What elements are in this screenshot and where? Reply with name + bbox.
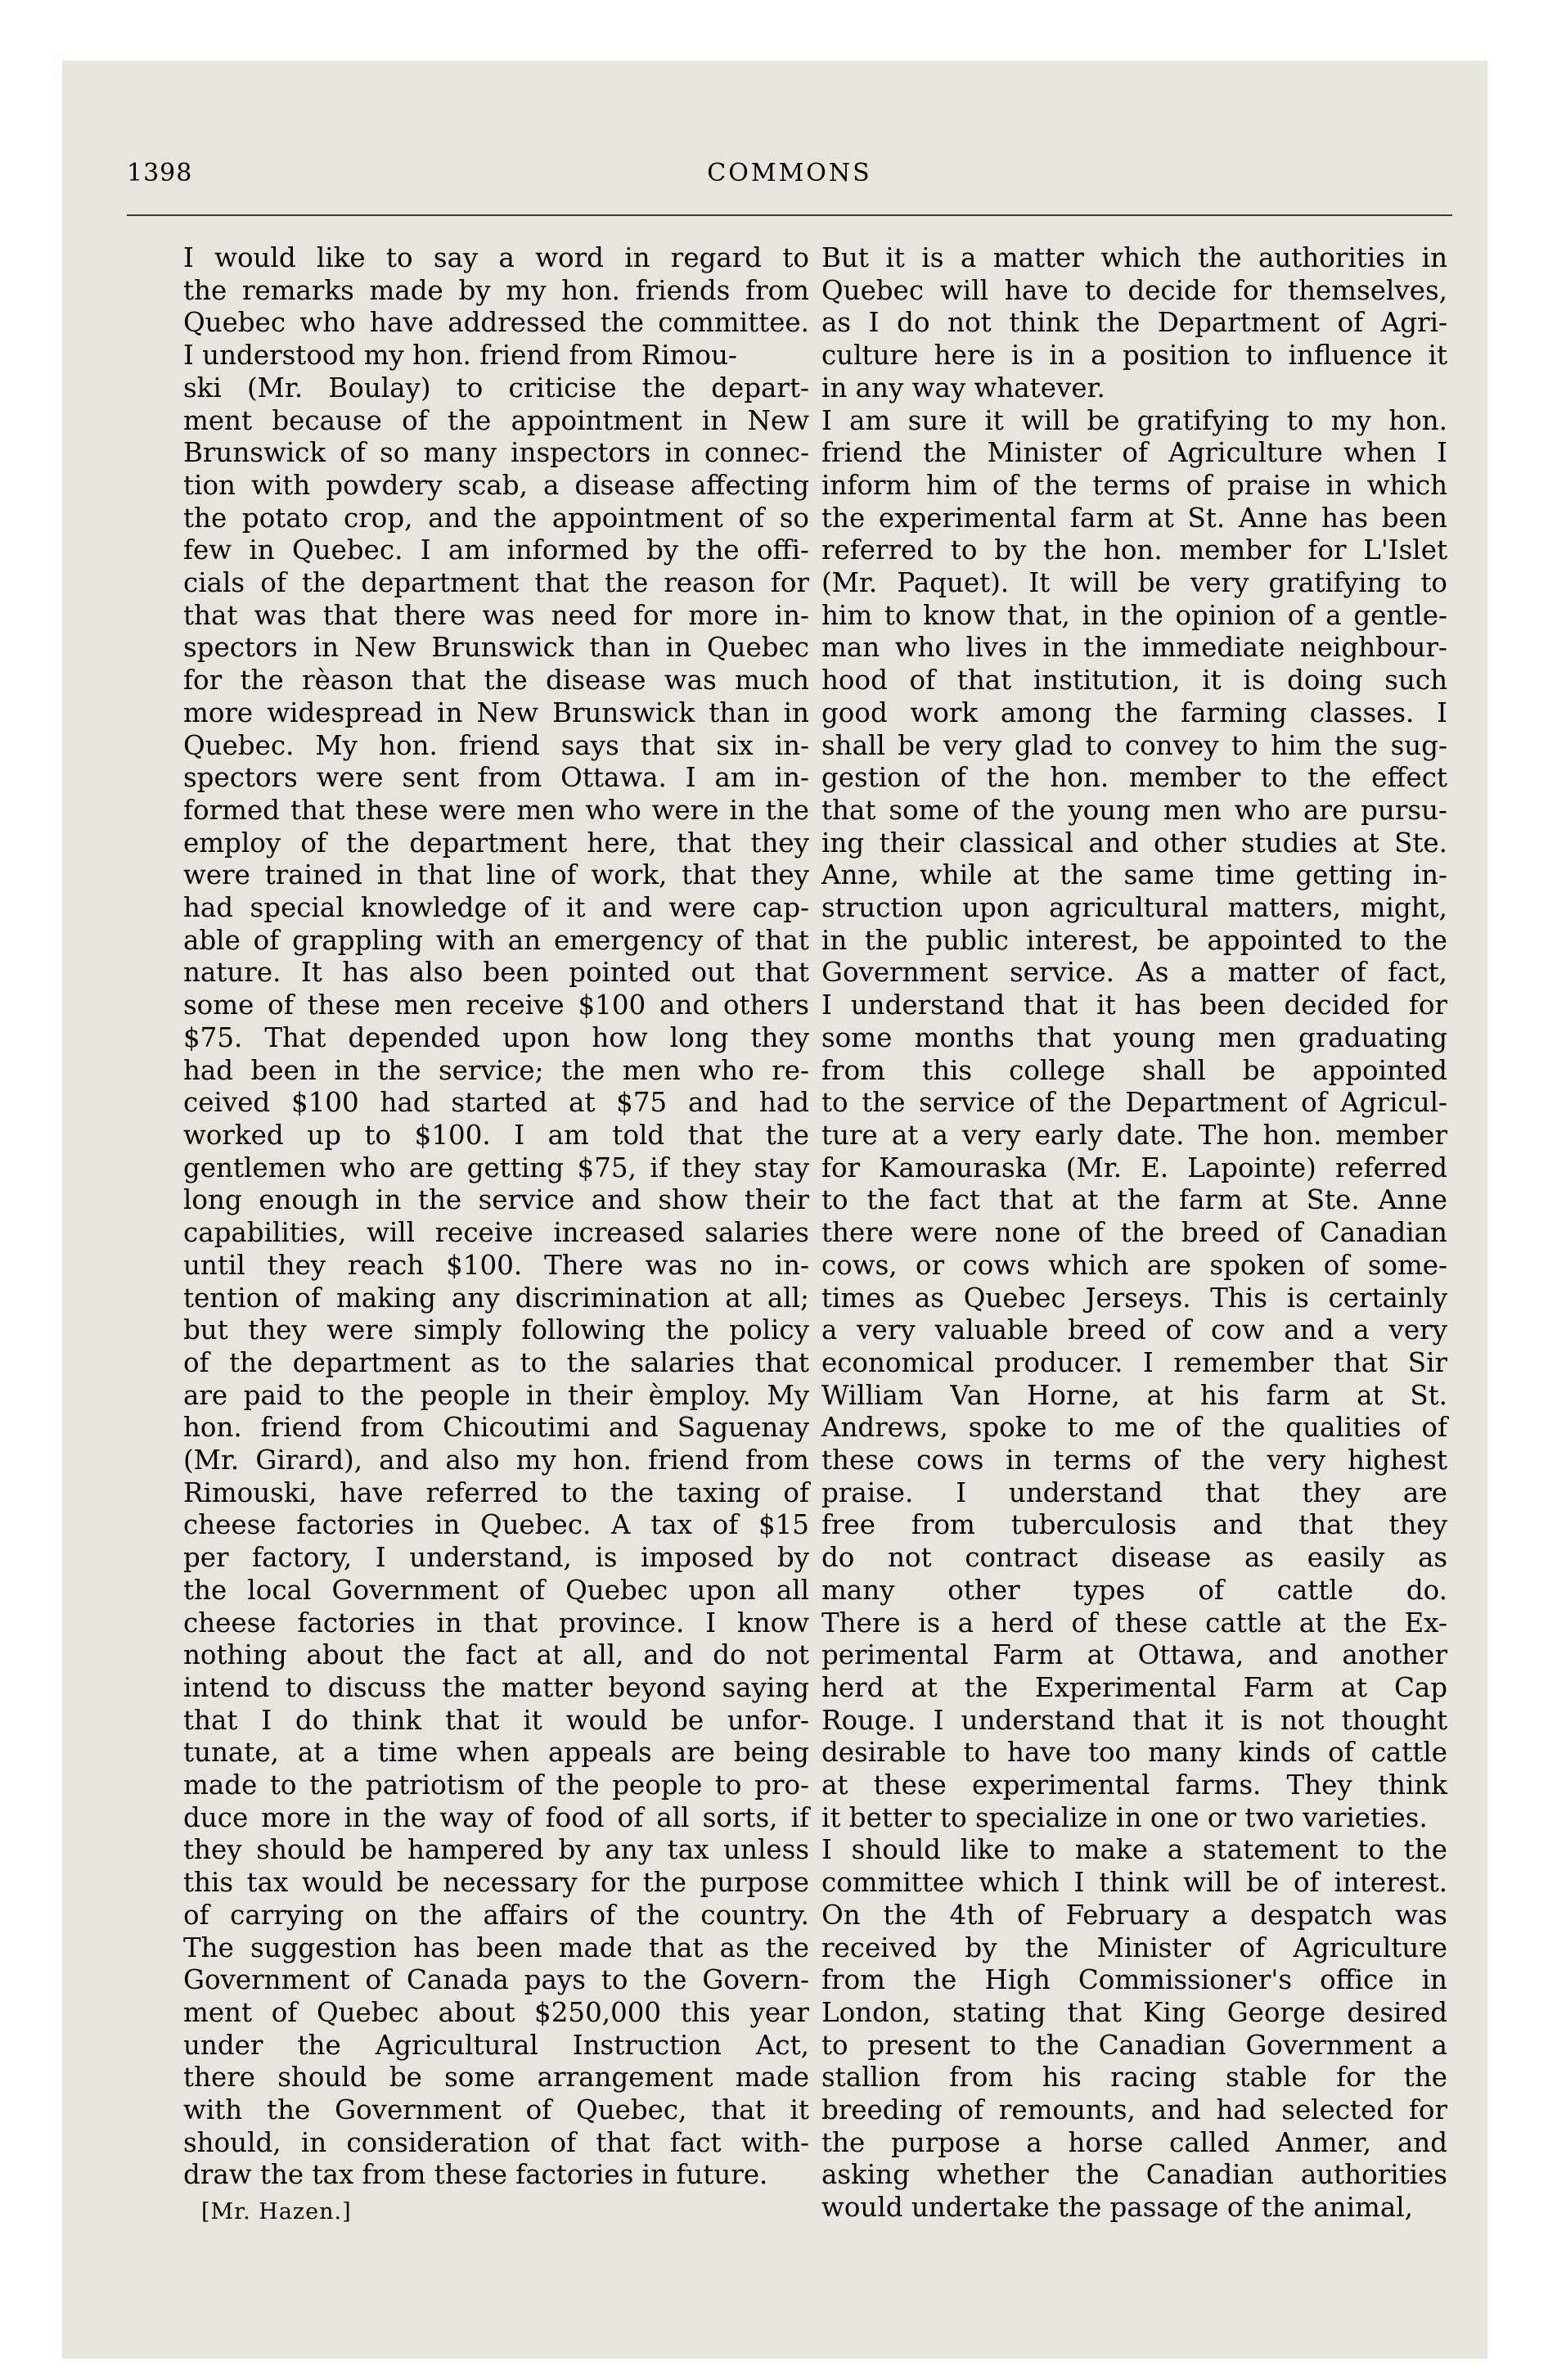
- text-line: nature. It has also been pointed out that: [183, 957, 809, 989]
- text-line: referred to by the hon. member for L'Islet: [821, 534, 1447, 566]
- text-line: that was that there was need for more in-: [183, 599, 809, 631]
- text-line: economical producer. I remember that Sir: [821, 1346, 1447, 1378]
- left-column: [183, 242, 809, 2192]
- text-line: tion with powdery scab, a disease affecting: [183, 469, 809, 501]
- text-line: from this college shall be appointed: [821, 1054, 1447, 1086]
- text-line: ment of Quebec about $250,000 this year: [183, 1996, 809, 2028]
- text-line: the experimental farm at St. Anne has been: [821, 502, 1447, 534]
- text-line: Government of Canada pays to the Govern-: [183, 1964, 809, 1996]
- text-line: for Kamouraska (Mr. E. Lapointe) referred: [821, 1152, 1447, 1183]
- text-line: of the department as to the salaries that: [183, 1346, 809, 1378]
- text-line: Anne, while at the same time getting in-: [821, 859, 1447, 891]
- text-line: to the service of the Department of Agricul-: [821, 1087, 1447, 1119]
- text-line: to present to the Canadian Government a: [821, 2029, 1447, 2061]
- page-header: [127, 95, 1452, 187]
- text-line: worked up to $100. I am told that the: [183, 1119, 809, 1151]
- text-line: asking whether the Canadian authorities: [821, 2159, 1447, 2191]
- text-line: praise. I understand that they are: [821, 1476, 1447, 1508]
- text-line: hon. friend from Chicoutimi and Saguenay: [183, 1412, 809, 1444]
- text-line: able of grappling with an emergency of that: [183, 924, 809, 956]
- text-line: free from tuberculosis and that they: [821, 1509, 1447, 1541]
- text-line: London, stating that King George desired: [821, 1996, 1447, 2028]
- text-line: many other types of cattle do.: [821, 1574, 1447, 1606]
- text-line: of carrying on the affairs of the country.: [183, 1899, 809, 1931]
- text-line: these cows in terms of the very highest: [821, 1445, 1447, 1476]
- text-line: duce more in the way of food of all sorts, if: [183, 1801, 809, 1833]
- text-line: there should be some arrangement made: [183, 2062, 809, 2094]
- text-line: as I do not think the Department of Agri-: [821, 307, 1447, 339]
- text-line: tunate, at a time when appeals are being: [183, 1737, 809, 1769]
- text-line: herd at the Experimental Farm at Cap: [821, 1671, 1447, 1703]
- text-line: to the fact that at the farm at Ste. Anne: [821, 1184, 1447, 1216]
- text-line: Andrews, spoke to me of the qualities of: [821, 1412, 1447, 1444]
- text-line: him to know that, in the opinion of a gentle-: [821, 599, 1447, 631]
- text-line: culture here is in a position to influence it: [821, 340, 1447, 372]
- text-line: (Mr. Girard), and also my hon. friend from: [183, 1445, 809, 1476]
- text-line: On the 4th of February a despatch was: [821, 1899, 1447, 1931]
- text-line: times as Quebec Jerseys. This is certainly: [821, 1282, 1447, 1314]
- text-line: are paid to the people in their èmploy. My: [183, 1379, 809, 1411]
- text-line: cheese factories in Quebec. A tax of $15: [183, 1509, 809, 1541]
- text-line: $75. That depended upon how long they: [183, 1021, 809, 1053]
- text-line: cheese factories in that province. I know: [183, 1607, 809, 1639]
- text-line: (Mr. Paquet). It will be very gratifying to: [821, 567, 1447, 599]
- text-line: desirable to have too many kinds of cattle: [821, 1737, 1447, 1769]
- text-line: I am sure it will be gratifying to my hon.: [821, 404, 1447, 436]
- right-column: [821, 242, 1447, 2224]
- text-line: per factory, I understand, is imposed by: [183, 1542, 809, 1574]
- running-head: COMMONS: [707, 159, 872, 187]
- text-line: the purpose a horse called Anmer, and: [821, 2126, 1447, 2158]
- text-line: ture at a very early date. The hon. member: [821, 1119, 1447, 1151]
- text-line: formed that these were men who were in the: [183, 794, 809, 826]
- text-line: ing their classical and other studies at Ste.: [821, 827, 1447, 859]
- text-line: ski (Mr. Boulay) to criticise the depart-: [183, 372, 809, 403]
- text-line: draw the tax from these factories in future.: [183, 2159, 768, 2191]
- text-line: Quebec. My hon. friend says that six in-: [183, 729, 809, 761]
- text-line: few in Quebec. I am informed by the offi-: [183, 534, 809, 566]
- page-number: 1398: [127, 159, 193, 187]
- text-line: good work among the farming classes. I: [821, 696, 1447, 728]
- text-line: Quebec will have to decide for themselves,: [821, 274, 1447, 306]
- text-line: Rimouski, have referred to the taxing of: [183, 1476, 809, 1508]
- text-line: at these experimental farms. They think: [821, 1769, 1447, 1801]
- text-line: Government service. As a matter of fact,: [821, 957, 1447, 989]
- text-line: I should like to make a statement to the: [821, 1834, 1447, 1866]
- text-line: committee which I think will be of interest.: [821, 1867, 1447, 1899]
- text-line: should, in consideration of that fact with-: [183, 2126, 809, 2158]
- text-line: some months that young men graduating: [821, 1021, 1447, 1053]
- text-line: made to the patriotism of the people to pro-: [183, 1769, 809, 1801]
- text-line: cows, or cows which are spoken of some-: [821, 1249, 1447, 1281]
- text-line: nothing about the fact at all, and do not: [183, 1639, 809, 1671]
- text-line: there were none of the breed of Canadian: [821, 1217, 1447, 1249]
- text-line: from the High Commissioner's office in: [821, 1964, 1447, 1996]
- text-line: spectors were sent from Ottawa. I am in-: [183, 762, 809, 794]
- text-line: for the rèason that the disease was much: [183, 665, 809, 696]
- text-line: spectors in New Brunswick than in Quebec: [183, 632, 809, 664]
- text-line: employ of the department here, that they: [183, 827, 809, 859]
- text-line: were trained in that line of work, that they: [183, 859, 809, 891]
- text-line: with the Government of Quebec, that it: [183, 2094, 809, 2126]
- text-line: There is a herd of these cattle at the Ex-: [821, 1607, 1447, 1639]
- text-line: ceived $100 had started at $75 and had: [183, 1087, 809, 1119]
- text-line: intend to discuss the matter beyond saying: [183, 1671, 809, 1703]
- text-line: long enough in the service and show their: [183, 1184, 809, 1216]
- text-line: more widespread in New Brunswick than in: [183, 696, 809, 728]
- text-line: man who lives in the immediate neighbour-: [821, 632, 1447, 664]
- text-line: a very valuable breed of cow and a very: [821, 1314, 1447, 1346]
- text-line: do not contract disease as easily as: [821, 1542, 1447, 1574]
- text-line: William Van Horne, at his farm at St.: [821, 1379, 1447, 1411]
- speaker-tag: [Mr. Hazen.]: [201, 2199, 352, 2224]
- text-line: tention of making any discrimination at all;: [183, 1282, 809, 1314]
- text-line: perimental Farm at Ottawa, and another: [821, 1639, 1447, 1671]
- text-line: capabilities, will receive increased salaries: [183, 1217, 809, 1249]
- text-line: the remarks made by my hon. friends from: [183, 274, 809, 306]
- text-line: friend the Minister of Agriculture when I: [821, 437, 1447, 469]
- text-line: had been in the service; the men who re-: [183, 1054, 809, 1086]
- text-line: in the public interest, be appointed to the: [821, 924, 1447, 956]
- text-line: Rouge. I understand that it is not thought: [821, 1704, 1447, 1736]
- text-line: this tax would be necessary for the purpose: [183, 1867, 809, 1899]
- text-line: the local Government of Quebec upon all: [183, 1574, 809, 1606]
- text-line: breeding of remounts, and had selected for: [821, 2094, 1447, 2126]
- text-line: gestion of the hon. member to the effect: [821, 762, 1447, 794]
- text-line: that I do think that it would be unfor-: [183, 1704, 809, 1736]
- text-line: it better to specialize in one or two varieties.: [821, 1801, 1428, 1833]
- text-line: The suggestion has been made that as the: [183, 1931, 809, 1963]
- text-line: had special knowledge of it and were cap-: [183, 892, 809, 924]
- text-line: shall be very glad to convey to him the sug-: [821, 729, 1447, 761]
- text-line: ment because of the appointment in New: [183, 404, 809, 436]
- text-line: But it is a matter which the authorities in: [821, 242, 1447, 273]
- text-line: that some of the young men who are pursu-: [821, 794, 1447, 826]
- text-line: stallion from his racing stable for the: [821, 2062, 1447, 2094]
- text-line: received by the Minister of Agriculture: [821, 1931, 1447, 1963]
- text-line: some of these men receive $100 and others: [183, 989, 809, 1021]
- text-line: Brunswick of so many inspectors in connec-: [183, 437, 809, 469]
- text-line: hood of that institution, it is doing such: [821, 665, 1447, 696]
- text-line: Quebec who have addressed the committee.: [183, 307, 809, 339]
- text-line: inform him of the terms of praise in which: [821, 469, 1447, 501]
- text-line: they should be hampered by any tax unless: [183, 1834, 809, 1866]
- text-line: I would like to say a word in regard to: [183, 242, 809, 273]
- text-line: in any way whatever.: [821, 372, 1105, 403]
- text-line: but they were simply following the policy: [183, 1314, 809, 1346]
- text-line: the potato crop, and the appointment of so: [183, 502, 809, 534]
- text-line: gentlemen who are getting $75, if they stay: [183, 1152, 809, 1183]
- text-line: I understood my hon. friend from Rimou-: [183, 340, 737, 372]
- text-line: cials of the department that the reason for: [183, 567, 809, 599]
- text-line: would undertake the passage of the animal,: [821, 2192, 1413, 2224]
- text-line: struction upon agricultural matters, might,: [821, 892, 1447, 924]
- header-rule: [127, 214, 1452, 216]
- text-line: under the Agricultural Instruction Act,: [183, 2029, 809, 2061]
- text-line: until they reach $100. There was no in-: [183, 1249, 809, 1281]
- text-line: I understand that it has been decided for: [821, 989, 1447, 1021]
